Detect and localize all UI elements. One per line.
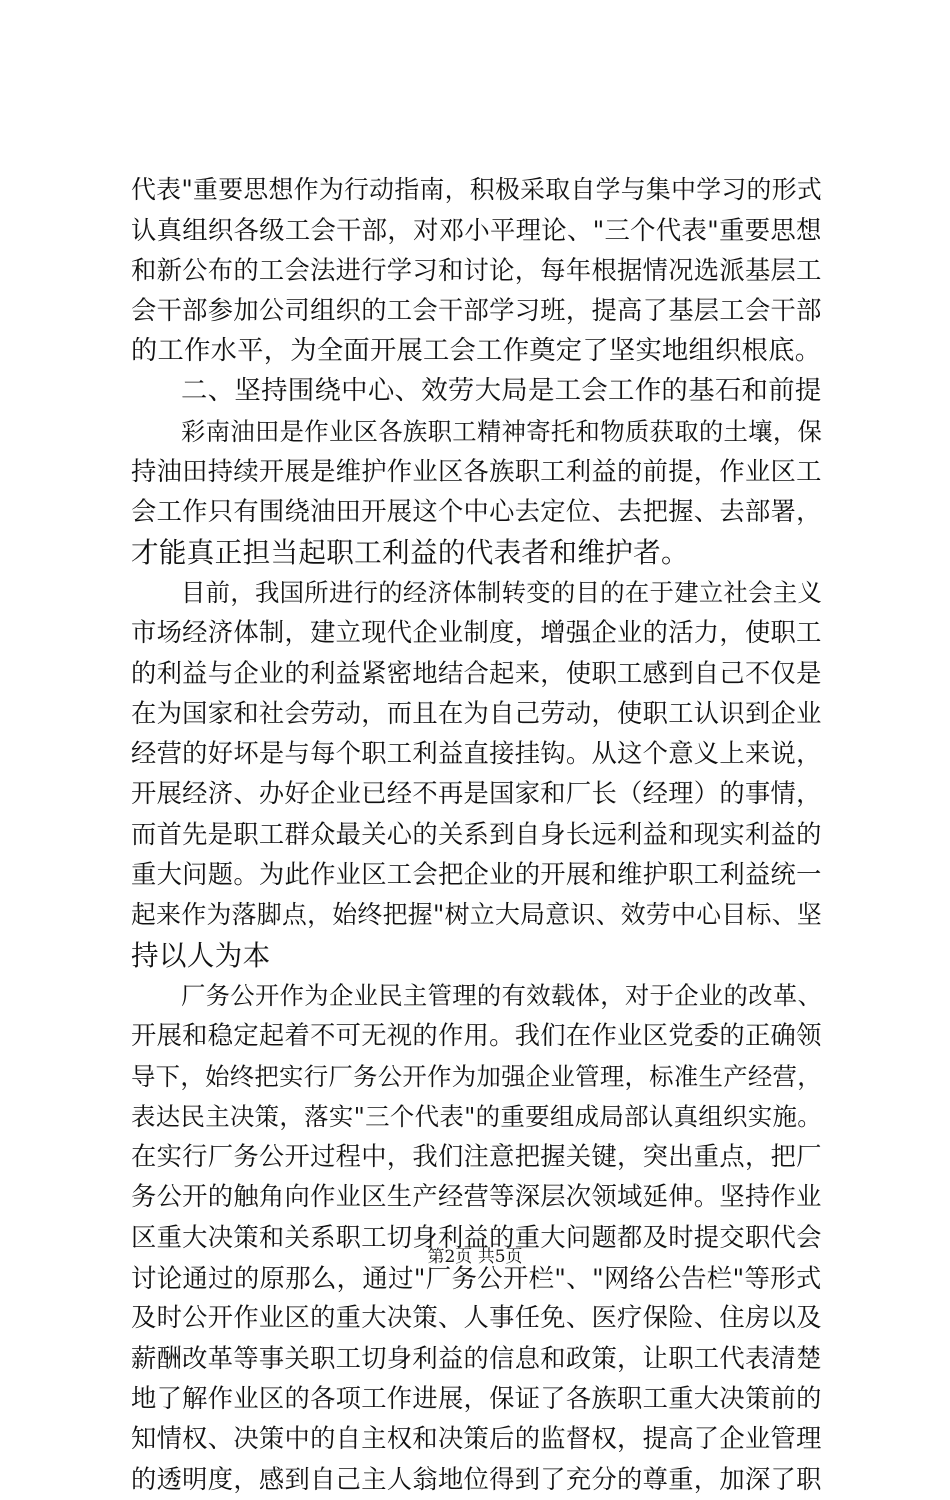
text-line: 认真组织各级工会干部，对邓小平理论、"三个代表"重要思想 xyxy=(131,215,822,246)
text-line: 表达民主决策，落实"三个代表"的重要组成局部认真组织实施。 xyxy=(131,1101,822,1131)
text-line: 在为国家和社会劳动，而且在为自己劳动，使职工认识到企业 xyxy=(131,698,822,728)
text-line: 彩南油田是作业区各族职工精神寄托和物质获取的土壤，保 xyxy=(181,416,823,446)
text-line: 的工作水平，为全面开展工会工作奠定了坚实地组织根底。 xyxy=(131,336,822,367)
text-line: 务公开的触角向作业区生产经营等深层次领域延伸。坚持作业 xyxy=(131,1182,822,1212)
text-line: 的利益与企业的利益紧密地结合起来，使职工感到自己不仅是 xyxy=(131,658,822,688)
text-line: 持油田持续开展是维护作业区各族职工利益的前提，作业区工 xyxy=(131,457,822,487)
text-line: 讨论通过的原那么，通过"厂务公开栏"、"网络公告栏"等形式 xyxy=(131,1263,822,1294)
text-line: 和新公布的工会法进行学习和讨论，每年根据情况选派基层工 xyxy=(131,255,822,285)
text-line: 知情权、决策中的自主权和决策后的监督权，提高了企业管理 xyxy=(131,1424,822,1454)
section-heading: 二、坚持围绕中心、效劳大局是工会工作的基石和前提 xyxy=(181,375,822,407)
text-line: 及时公开作业区的重大决策、人事任免、医疗保险、住房以及 xyxy=(131,1303,822,1333)
text-line: 厂务公开作为企业民主管理的有效载体，对于企业的改革、 xyxy=(181,980,823,1010)
text-line: 而首先是职工群众最关心的关系到自身长远利益和现实利益的 xyxy=(131,819,822,849)
page-number: 第2页 共5页 xyxy=(427,1247,523,1267)
text-line: 导下，始终把实行厂务公开作为加强企业管理，标准生产经营， xyxy=(131,1061,822,1091)
text-line: 的透明度，感到自己主人翁地位得到了充分的尊重，加深了职 xyxy=(131,1464,822,1494)
text-line: 会工作只有围绕油田开展这个中心去定位、去把握、去部署， xyxy=(131,497,822,527)
text-line: 重大问题。为此作业区工会把企业的开展和维护职工利益统一 xyxy=(131,860,822,890)
body-text xyxy=(131,170,821,1500)
text-line: 薪酬改革等事关职工切身利益的信息和政策，让职工代表清楚 xyxy=(131,1343,822,1373)
text-line: 目前，我国所进行的经济体制转变的目的在于建立社会主义 xyxy=(181,577,823,607)
text-line: 地了解作业区的各项工作进展，保证了各族职工重大决策前的 xyxy=(131,1383,822,1413)
text-line: 起来作为落脚点，始终把握"树立大局意识、效劳中心目标、坚 xyxy=(131,900,823,930)
text-line: 开展经济、办好企业已经不再是国家和厂长（经理）的事情， xyxy=(131,779,822,809)
text-line: 经营的好坏是与每个职工利益直接挂钩。从这个意义上来说， xyxy=(131,739,822,769)
text-line: 代表"重要思想作为行动指南，积极采取自学与集中学习的形式 xyxy=(131,175,823,204)
page-footer xyxy=(0,1242,950,1267)
text-line: 会干部参加公司组织的工会干部学习班，提高了基层工会干部 xyxy=(131,295,822,325)
text-line: 开展和稳定起着不可无视的作用。我们在作业区党委的正确领 xyxy=(131,1021,822,1051)
text-line: 在实行厂务公开过程中，我们注意把握关键，突出重点，把厂 xyxy=(131,1142,822,1172)
text-line: 持以人为本 xyxy=(131,938,271,972)
text-line: 才能真正担当起职工利益的代表者和维护者。 xyxy=(131,535,689,569)
text-line: 区重大决策和关系职工切身利益的重大问题都及时提交职代会 xyxy=(131,1222,822,1252)
text-line: 市场经济体制，建立现代企业制度，增强企业的活力，使职工 xyxy=(131,618,822,648)
